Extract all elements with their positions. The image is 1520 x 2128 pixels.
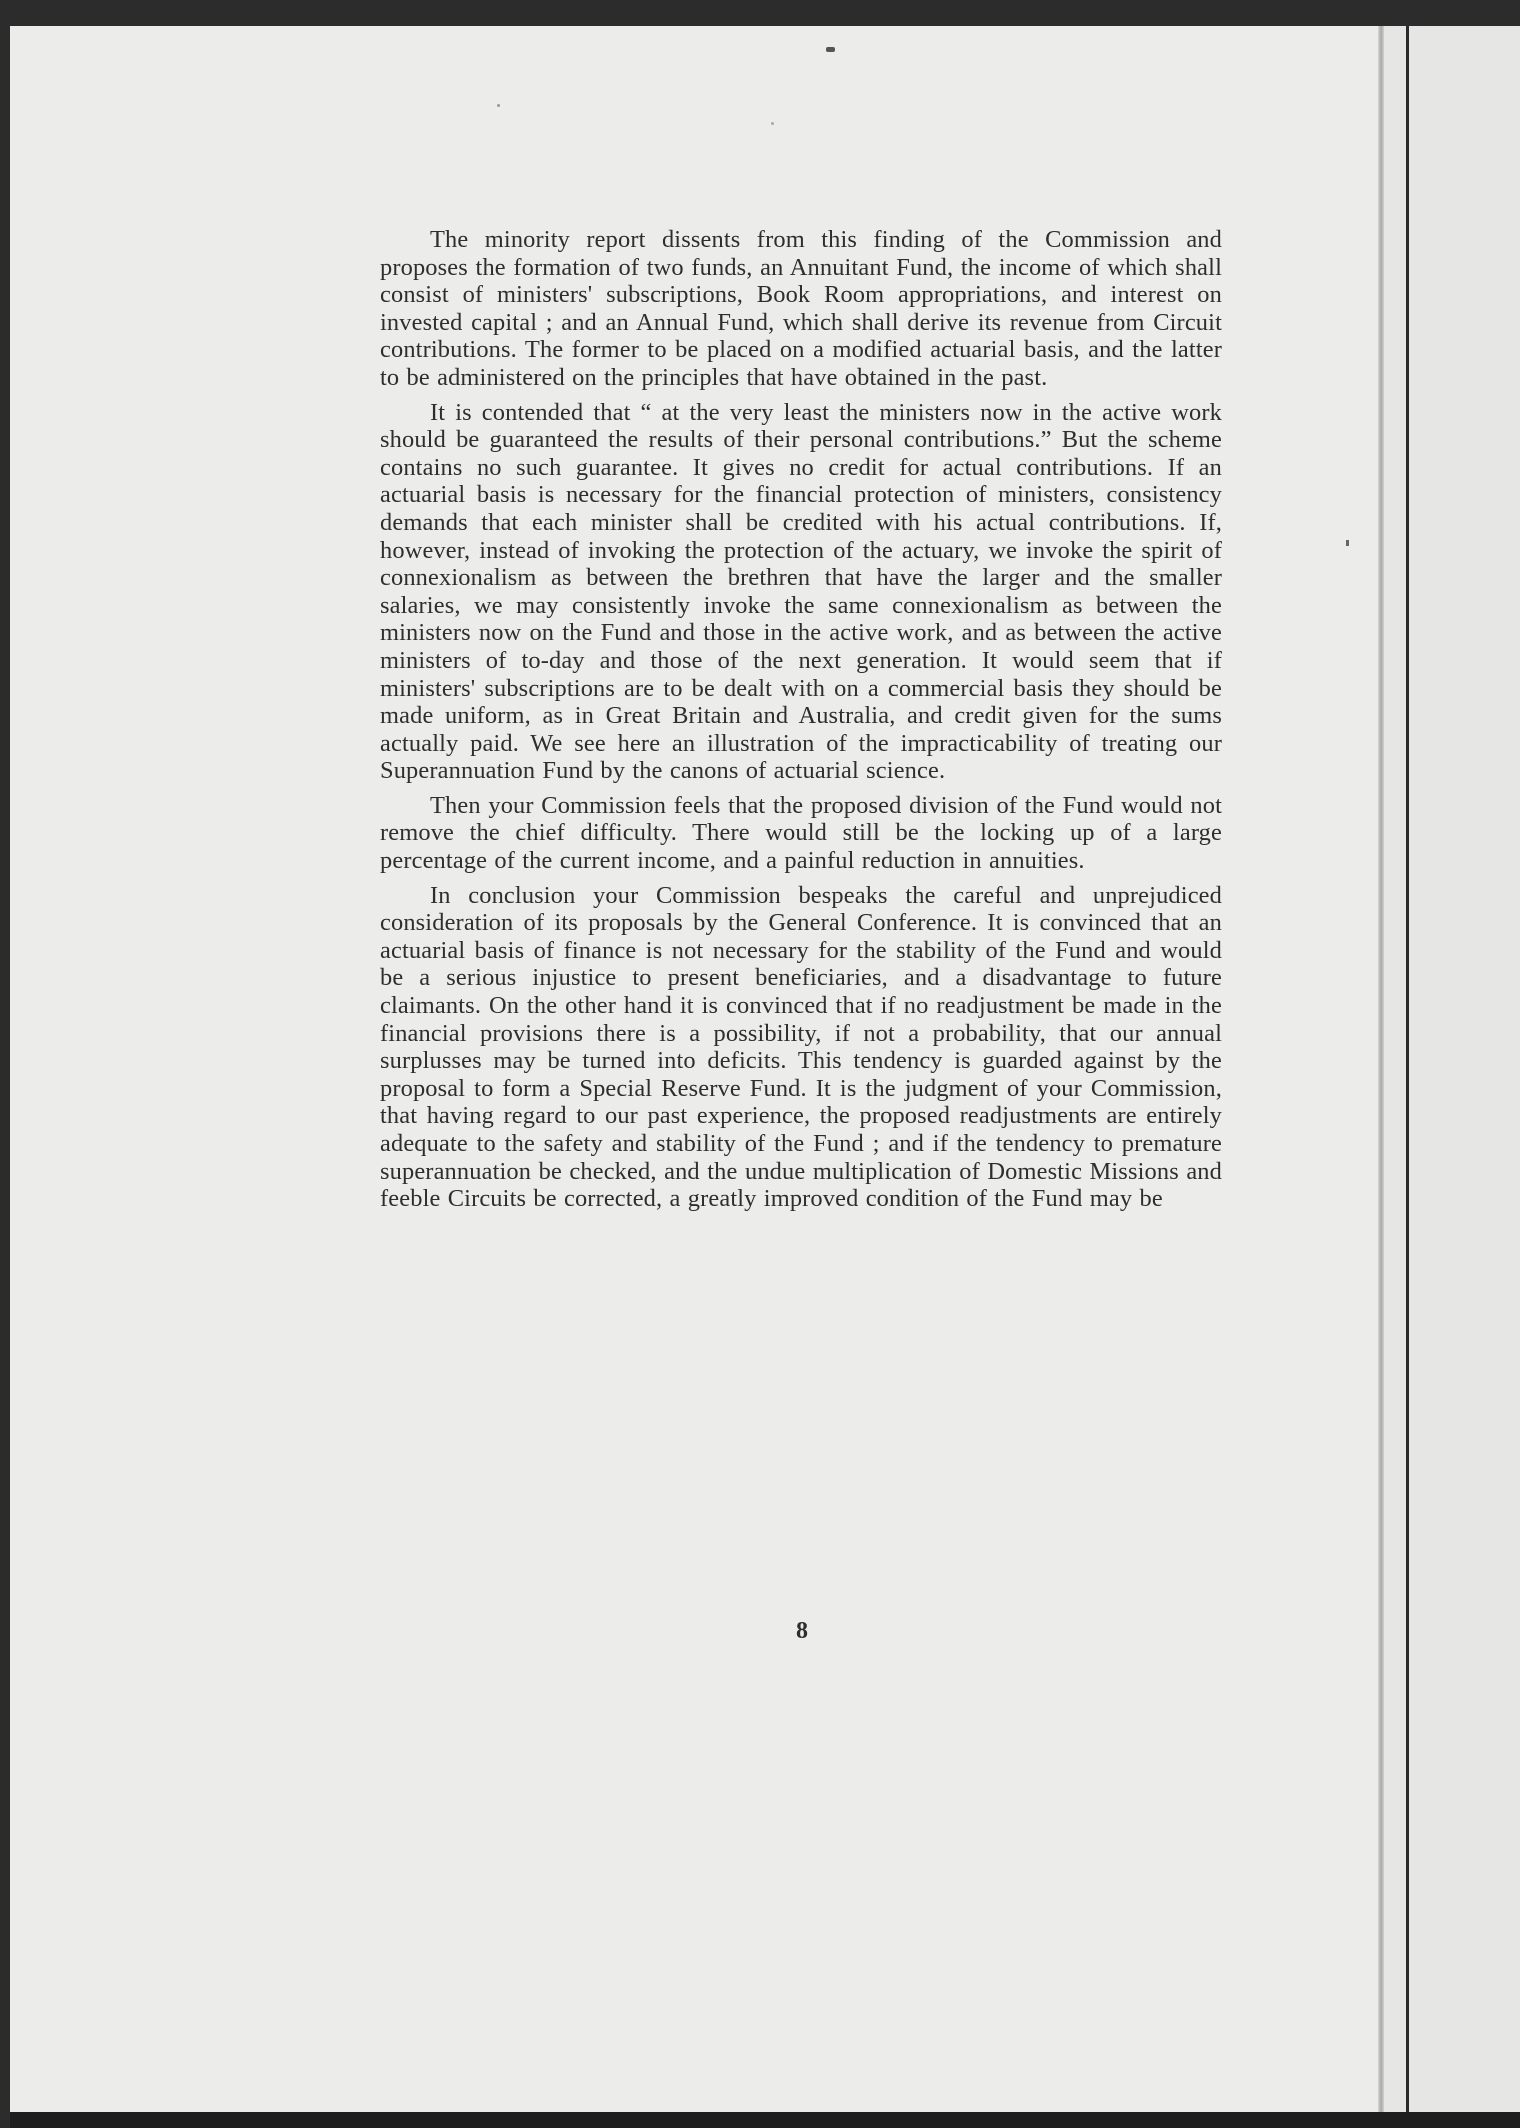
paragraph-contention: It is contended that “ at the very least the ministers now in the active work should be guaranteed the results of their personal contributions.” But the scheme contains no such guarantee. It gives no credit for actual contributions. If an actuarial basis is necessary for the financial protection of ministers, consistency demands that each minister shall be credited with his actual contributions. If, however, instead of invoking the protection of the actuary, we invoke the spirit of connexionalism as between the brethren that have the larger and the smaller salaries, we may consistently invoke the same connexionalism as between the ministers now on the Fund and those in the active work, and as between the active ministers of to-day and those of the next generation. It would seem that if ministers' subscriptions are to be dealt with on a commercial basis they should be made uniform, as in Great Britain and Australia, and credit given for the sums actually paid. We see here an illustration of the impracticability of treating our Superannuation Fund by the canons of actuarial science. bbox=[380, 398, 1222, 785]
paragraph-conclusion: In conclusion your Commission bespeaks the careful and unprejudiced consideration of its proposals by the General Conference. It is convinced that an actuarial basis of finance is not necessary for the stability of the Fund and would be a serious injustice to present beneficiaries, and a disadvantage to future claimants. On the other hand it is convinced that if no readjustment be made in the financial provisions there is a possibility, if not a probability, that our annual surplusses may be turned into deficits. This tendency is guarded against by the proposal to form a Special Reserve Fund. It is the judgment of your Commission, that having regard to our past experience, the proposed readjustments are entirely adequate to the safety and stability of the Fund ; and if the tendency to premature superannuation be checked, and the undue multiplication of Domestic Missions and feeble Circuits be corrected, a greatly improved condition of the Fund may be bbox=[380, 881, 1222, 1213]
bottom-shadow bbox=[10, 2112, 1520, 2128]
page-number: 8 bbox=[796, 1618, 808, 1644]
paragraph-minority-report: The minority report dissents from this finding of the Commission and proposes the formation of two funds, an Annuitant Fund, the income of which shall consist of ministers' subscriptions, Book Room appropriations, and interest on invested capital ; and an Annual Fund, which shall derive its revenue from Circuit contributions. The former to be placed on a modified actuarial basis, and the latter to be administered on the principles that have obtained in the past. bbox=[380, 226, 1222, 391]
paper-speck bbox=[771, 122, 774, 125]
adjacent-page-edge bbox=[1406, 26, 1409, 2120]
paper-speck bbox=[1346, 540, 1349, 546]
body-text bbox=[380, 226, 1222, 1220]
ink-mark bbox=[826, 47, 835, 52]
adjacent-page bbox=[1384, 26, 1520, 2120]
paper-speck bbox=[497, 104, 500, 107]
paragraph-proposed-division: Then your Commission feels that the proposed division of the Fund would not remove the chief difficulty. There would still be the locking up of a large percentage of the current income, and a painful reduction in annuities. bbox=[380, 791, 1222, 875]
